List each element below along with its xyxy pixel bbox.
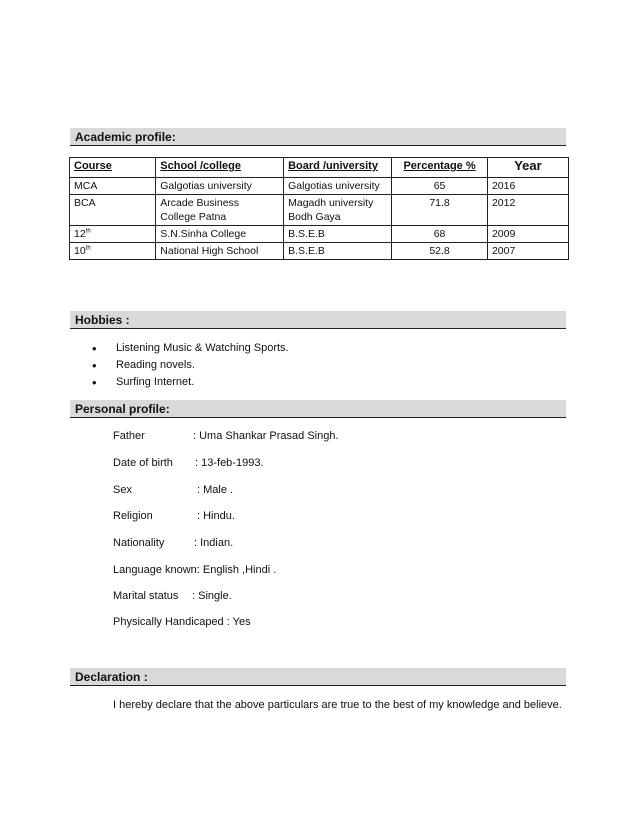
father-value: : Uma Shankar Prasad Singh. — [193, 430, 339, 442]
cell-board: Galgotias university — [284, 178, 392, 195]
father-label: Father — [113, 430, 145, 442]
list-item: • Listening Music & Watching Sports. — [92, 340, 289, 357]
cell-course: 12th — [70, 226, 156, 243]
list-item: • Surfing Internet. — [92, 374, 289, 391]
personal-profile-header: Personal profile: — [70, 400, 566, 418]
sex-value: : Male . — [197, 484, 234, 496]
cell-board: B.S.E.B — [284, 226, 392, 243]
religion-row — [113, 510, 235, 522]
cell-year: 2007 — [487, 243, 568, 260]
cell-board: B.S.E.B — [284, 243, 392, 260]
cell-year: 2009 — [487, 226, 568, 243]
declaration-text: I hereby declare that the above particulars are true to the best of my knowledge and believe. — [113, 699, 562, 711]
cell-percentage: 52.8 — [392, 243, 488, 260]
dob-row — [113, 457, 264, 469]
cell-year: 2016 — [487, 178, 568, 195]
nationality-label: Nationality — [113, 537, 165, 549]
column-header-board: Board /university — [284, 158, 392, 178]
column-header-school: School /college — [156, 158, 284, 178]
nationality-value: : Indian. — [194, 537, 234, 549]
academic-profile-header: Academic profile: — [70, 128, 566, 146]
cell-course: MCA — [70, 178, 156, 195]
cell-school: S.N.Sinha College — [156, 226, 284, 243]
list-item: • Reading novels. — [92, 357, 289, 374]
cell-school: Galgotias university — [156, 178, 284, 195]
column-header-percentage: Percentage % — [392, 158, 488, 178]
column-header-course: Course — [70, 158, 156, 178]
table-header-row — [70, 158, 569, 178]
marital-label: Marital status — [113, 590, 179, 602]
column-header-year: Year — [487, 158, 568, 178]
table-row — [70, 178, 569, 195]
religion-value: : Hindu. — [197, 510, 235, 522]
declaration-header: Declaration : — [70, 668, 566, 686]
nationality-row — [113, 537, 233, 549]
cell-percentage: 68 — [392, 226, 488, 243]
marital-row — [113, 590, 232, 602]
cell-course: 10th — [70, 243, 156, 260]
cell-percentage: 65 — [392, 178, 488, 195]
father-row — [113, 430, 339, 442]
cell-board: Magadh university Bodh Gaya — [284, 195, 392, 226]
table-row — [70, 226, 569, 243]
dob-value: : 13-feb-1993. — [195, 457, 264, 469]
marital-value: : Single. — [192, 590, 232, 602]
cell-course: BCA — [70, 195, 156, 226]
sex-row — [113, 484, 233, 496]
handicapped-row: Physically Handicaped : Yes — [113, 616, 251, 628]
table-row — [70, 243, 569, 260]
cell-school: Arcade Business College Patna — [156, 195, 284, 226]
language-row: Language known: English ,Hindi . — [113, 564, 277, 576]
religion-label: Religion — [113, 510, 153, 522]
sex-label: Sex — [113, 484, 132, 496]
hobbies-header: Hobbies : — [70, 311, 566, 329]
dob-label: Date of birth — [113, 457, 173, 469]
cell-year: 2012 — [487, 195, 568, 226]
cell-percentage: 71.8 — [392, 195, 488, 226]
cell-school: National High School — [156, 243, 284, 260]
hobbies-list — [92, 340, 289, 391]
table-row — [70, 195, 569, 226]
academic-table — [69, 157, 569, 260]
